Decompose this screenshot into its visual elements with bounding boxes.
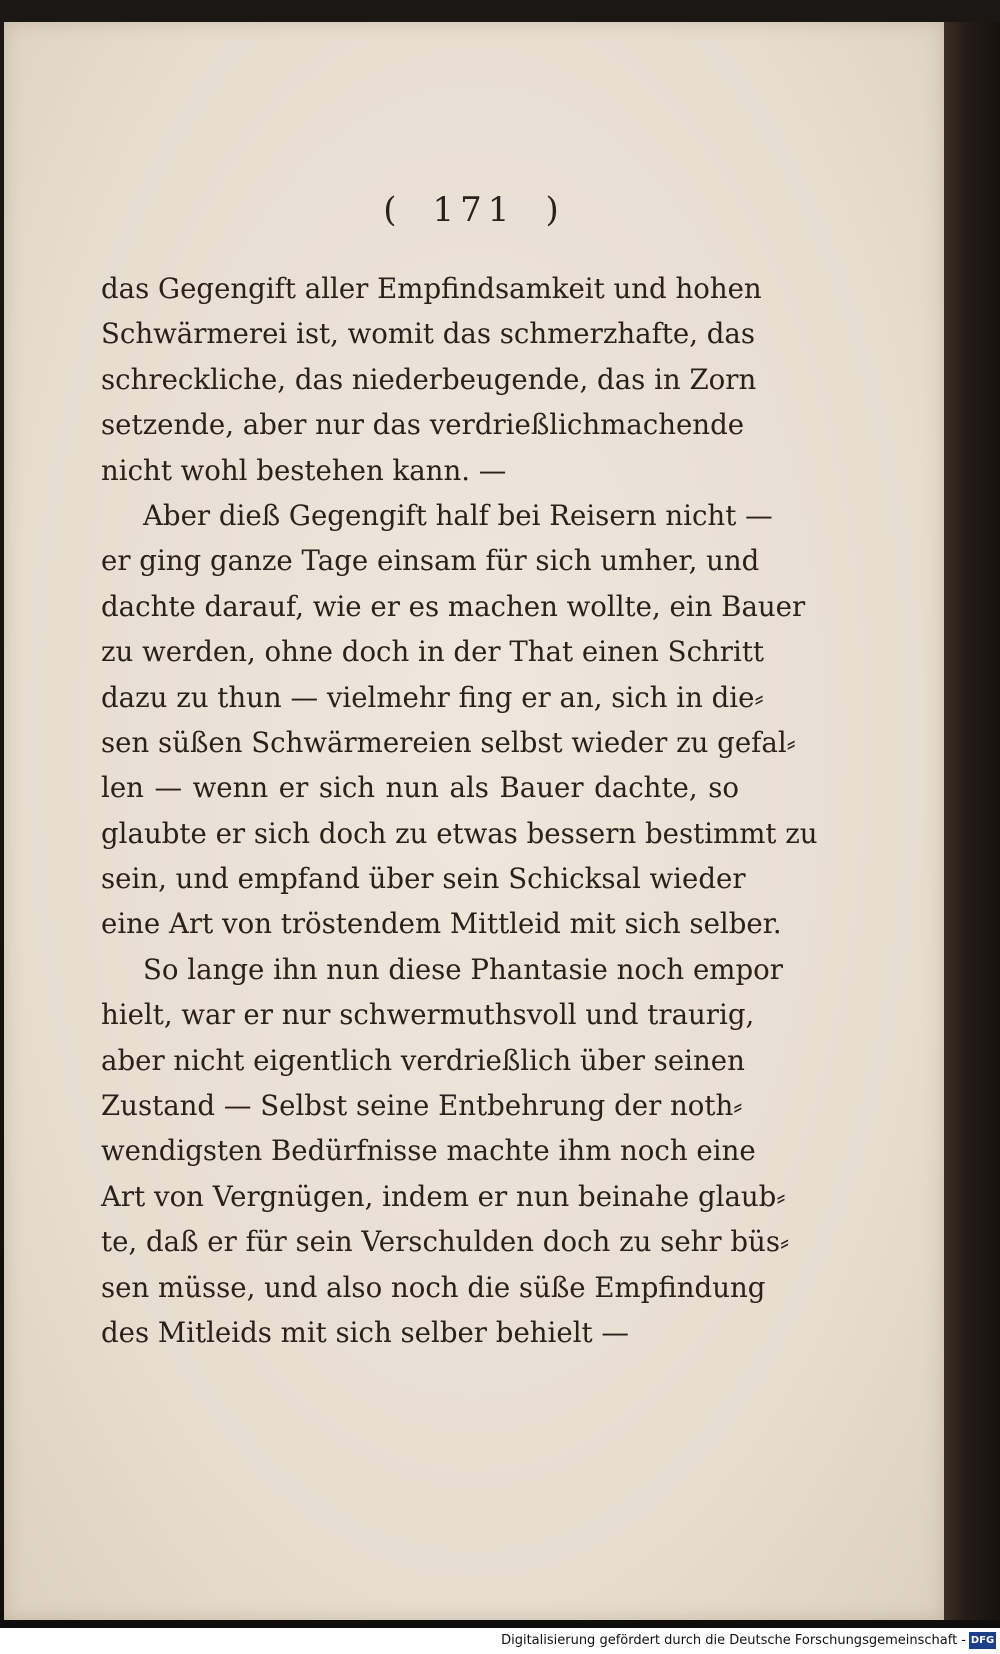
text-line: des Mitleids mit sich selber behielt — [101,1315,629,1349]
right-parenthesis: ) [545,190,565,230]
text-line: Aber dieß Gegengift half bei Reisern nicht — [143,498,773,532]
text-line: setzende, aber nur das verdrießlichmachende [101,408,745,442]
text-line: zu werden, ohne doch in der That einen Schritt [101,635,764,669]
dfg-logo: DFG [969,1632,996,1649]
text-line: schreckliche, das niederbeugende, das in Zorn [101,362,757,396]
footer-bar [0,1628,1000,1654]
text-line: er ging ganze Tage einsam für sich umher, und [101,544,760,578]
text-line: te, daß er für sein Verschulden doch zu sehr büs⸗ [101,1225,790,1259]
text-line: hielt, war er nur schwermuthsvoll und traurig, [101,998,755,1032]
left-parenthesis: ( [383,190,403,230]
page-header [4,190,944,230]
text-line: sen süßen Schwärmereien selbst wieder zu gefal⸗ [101,725,796,759]
text-line: sein, und empfand über sein Schicksal wieder [101,862,746,896]
text-line: dachte darauf, wie er es machen wollte, ein Bauer [101,589,806,623]
text-line: wendigsten Bedürfnisse machte ihm noch eine [101,1134,756,1168]
page-edge [944,22,1000,1620]
text-line: glaubte er sich doch zu etwas bessern bestimmt zu [101,816,818,850]
text-line: eine Art von tröstendem Mittleid mit sich selber. [101,907,782,941]
text-line: Schwärmerei ist, womit das schmerzhafte, das [101,317,756,351]
text-line: Art von Vergnügen, indem er nun beinahe glaub⸗ [101,1179,786,1213]
text-line: nicht wohl bestehen kann. — [101,453,507,487]
funding-credit: Digitalisierung gefördert durch die Deutsche Forschungsgemeinschaft - [501,1633,966,1648]
book-page [4,22,944,1620]
text-line: das Gegengift aller Empfindsamkeit und hohen [101,272,762,305]
body-text [101,266,818,1355]
text-line: sen müsse, und also noch die süße Empfindung [101,1270,766,1304]
text-line: len — wenn er sich nun als Bauer dachte, so [101,771,739,805]
text-line: aber nicht eigentlich verdrießlich über seinen [101,1043,745,1077]
text-line: Zustand — Selbst seine Entbehrung der noth⸗ [101,1089,743,1123]
page-number: 171 [432,190,516,230]
text-line: dazu zu thun — vielmehr fing er an, sich in die⸗ [101,680,764,714]
text-line: So lange ihn nun diese Phantasie noch empor [143,952,783,986]
